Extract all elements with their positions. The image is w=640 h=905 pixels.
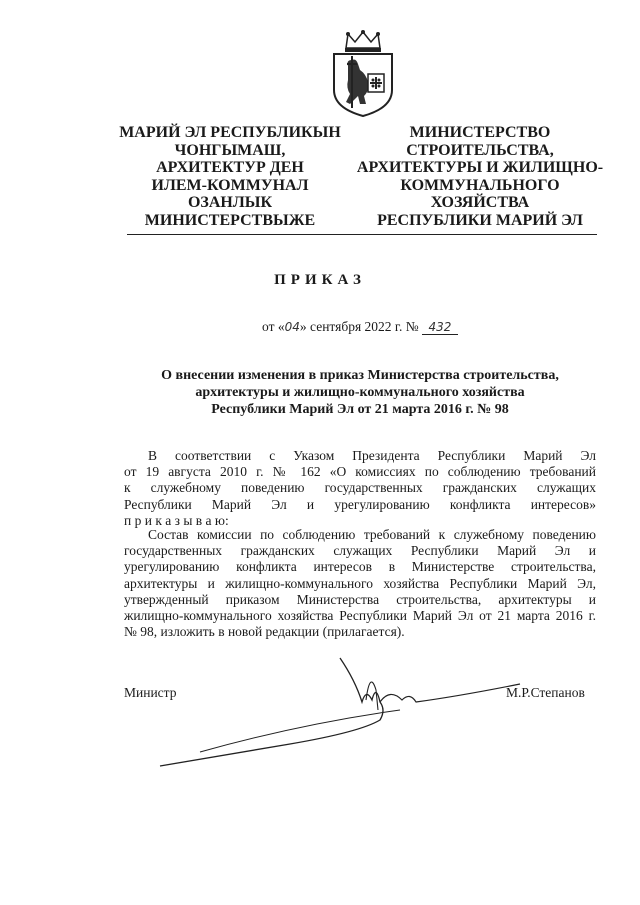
- body-line: к служебному поведению государственных гражданских служащих: [124, 480, 596, 496]
- signatory-name: М.Р.Степанов: [506, 685, 585, 700]
- document-date-line: [0, 319, 640, 335]
- body-paragraph-1: [124, 448, 596, 529]
- document-number: 432: [422, 321, 458, 335]
- header-right-line: СТРОИТЕЛЬСТВА,: [406, 141, 554, 159]
- header-left-line: АРХИТЕКТУР ДЕН: [156, 159, 304, 176]
- signatory-title: Министр: [124, 685, 177, 700]
- header-right-line: РЕСПУБЛИКИ МАРИЙ ЭЛ: [377, 211, 583, 229]
- header-left-block: [105, 124, 355, 229]
- subject-line: Республики Марий Эл от 21 марта 2016 г. № 98: [211, 402, 509, 417]
- subject-line: О внесении изменения в приказ Министерства строительства,: [161, 368, 559, 383]
- header-right-block: [345, 124, 615, 229]
- header-left-line: ЧОНГЫМАШ,: [174, 141, 286, 159]
- subject-line: архитектуры и жилищно-коммунального хозяйства: [195, 385, 525, 400]
- date-day: 04: [284, 320, 300, 334]
- body-line: утвержденный приказом Министерства строительства, архитектуры и: [124, 591, 596, 607]
- body-line: № 98, изложить в новой редакции (прилагается).: [124, 624, 405, 640]
- body-line: п р и к а з ы в а ю:: [124, 512, 229, 528]
- header-right-line: ХОЗЯЙСТВА: [430, 194, 530, 211]
- header-right-line: АРХИТЕКТУРЫ И ЖИЛИЩНО-: [356, 159, 604, 176]
- body-paragraph-2: [124, 527, 596, 640]
- header-left-line: МАРИЙ ЭЛ РЕСПУБЛИКЫН: [119, 124, 341, 141]
- body-line: от 19 августа 2010 г. № 162 «О комиссиях по соблюдению требований: [124, 464, 596, 480]
- coat-of-arms-icon: [330, 30, 396, 118]
- header-right-line: КОММУНАЛЬНОГО: [400, 176, 560, 194]
- header-right-line: МИНИСТЕРСТВО: [409, 124, 551, 141]
- body-line: В соответствии с Указом Президента Республики Марий Эл: [148, 448, 596, 463]
- header-left-line: МИНИСТЕРСТВЫЖЕ: [144, 211, 316, 229]
- body-line: жилищно-коммунального хозяйства Республики Марий Эл от 21 марта 2016 г.: [124, 607, 596, 623]
- body-line: государственных гражданских служащих Республики Марий Эл и: [124, 543, 596, 559]
- header-divider: [127, 234, 597, 235]
- document-subject: [150, 367, 570, 418]
- body-line: Республики Марий Эл и урегулированию конфликта интересов»: [124, 496, 596, 512]
- body-line: архитектуры и жилищно-коммунального хозяйства Республики Марий Эл,: [124, 575, 596, 591]
- date-middle: » сентября 2022 г. №: [299, 319, 419, 334]
- handwritten-signature-icon: [140, 640, 560, 770]
- header-left-line: ОЗАНЛЫК: [187, 194, 273, 211]
- document-type: ПРИКАЗ: [274, 272, 366, 288]
- date-prefix: от «: [262, 319, 285, 334]
- body-line: Состав комиссии по соблюдению требований к служебному поведению: [148, 527, 596, 542]
- header-left-line: ИЛЕМ-КОММУНАЛ: [151, 176, 309, 194]
- body-line: урегулированию конфликта интересов в Министерстве строительства,: [124, 559, 596, 575]
